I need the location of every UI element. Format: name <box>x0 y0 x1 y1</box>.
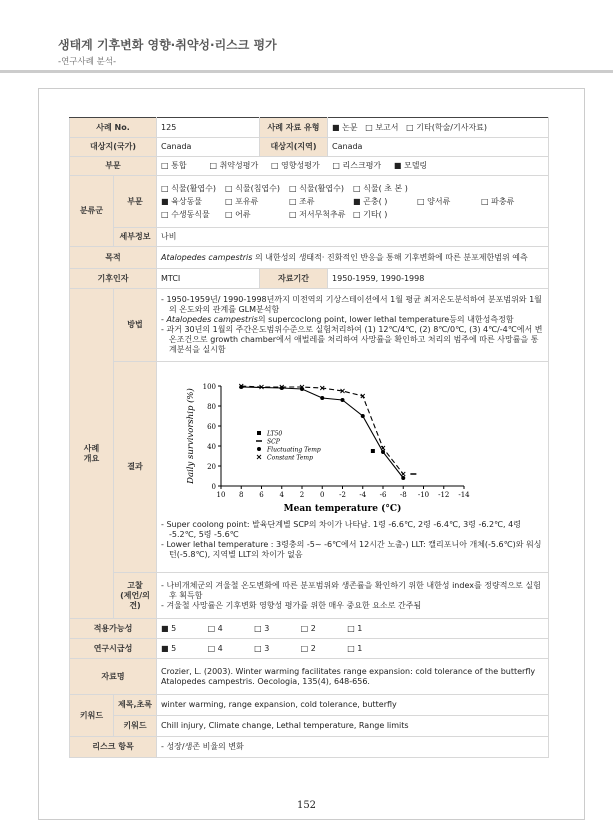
fluctuating-point <box>361 414 365 418</box>
method-label: 방법 <box>114 289 157 362</box>
y-axis-label: Daily survivorship (%) <box>186 388 197 484</box>
legend-lt50-marker <box>257 431 261 435</box>
sector-option[interactable]: □ 취약성평가 <box>209 161 259 170</box>
urgency-option[interactable]: ■ 5 <box>161 643 177 653</box>
purpose-text: 의 내한성의 생태적· 진화적인 반응을 통해 기후변화에 따른 분포제한범위 예측 <box>252 252 528 262</box>
class-option-empty <box>417 210 481 220</box>
legend-const-marker <box>257 455 261 459</box>
case-summary-label <box>70 289 114 619</box>
x-tick-label: -10 <box>417 491 430 499</box>
kw-label: 키워드 <box>114 716 157 737</box>
legend-entry: Constant Temp <box>267 454 313 462</box>
x-tick-label: -8 <box>399 491 407 499</box>
class-option[interactable]: ■ 곤충( ) <box>353 196 388 206</box>
result-label: 결과 <box>114 362 157 573</box>
sector-option[interactable]: ■ 모델링 <box>393 161 428 170</box>
lt50-point <box>371 449 375 453</box>
y-tick-label: 80 <box>207 403 217 411</box>
period: 1950-1959, 1990-1998 <box>328 269 549 289</box>
result-item: - Lower lethal temperature : 3령충의 -5~ -6℃에서 12시간 노출-) LLT: 캘리포니아 개체(-5.6℃)와 워싱턴(-5.8℃), 지역별 LLT의 차이가 없음 <box>161 540 542 559</box>
period-label: 자료기간 <box>260 269 328 289</box>
header-rule <box>0 70 613 73</box>
keyword-label: 키워드 <box>70 695 114 737</box>
type-option[interactable]: □ 보고서 <box>365 122 399 132</box>
case-table <box>69 117 549 758</box>
class-option[interactable]: □ 어류 <box>225 209 251 219</box>
applic-label: 적용가능성 <box>70 619 157 639</box>
urgency-option[interactable]: □ 4 <box>207 643 223 653</box>
discussion-label: 고찰 (제언/의견) <box>114 573 157 619</box>
case-no-label: 사례 No. <box>70 118 157 138</box>
detail: 나비 <box>157 228 549 247</box>
region: Canada <box>328 138 549 157</box>
x-tick-label: -12 <box>438 491 450 499</box>
header-subtitle: -연구사례 분석- <box>58 57 117 67</box>
class-option[interactable]: □ 식물(활엽수) <box>289 183 344 193</box>
class-option[interactable]: □ 양서류 <box>417 196 451 206</box>
kw: Chill injury, Climate change, Lethal temperature, Range limits <box>157 716 549 737</box>
y-tick-label: 0 <box>211 483 217 491</box>
result-cell <box>157 362 549 573</box>
sector-option[interactable]: □ 통합 <box>161 161 187 170</box>
x-tick-label: 2 <box>299 491 305 499</box>
risk: - 성장/생존 비율의 변화 <box>157 737 549 758</box>
urgency-option[interactable]: □ 3 <box>254 643 270 653</box>
class-option[interactable]: □ 식물(침엽수) <box>225 183 280 193</box>
type-label: 사례 자료 유형 <box>260 118 328 138</box>
y-tick-label: 100 <box>202 383 217 391</box>
method-item: - 1950-1959년/ 1990-1998년까지 미전역의 기상스테이션에서 1월 평균 최저온도분석하여 분포범위와 1월의 온도와의 관계를 GLM분석함 <box>161 295 542 314</box>
fluctuating-point <box>320 396 324 400</box>
class-options <box>157 176 549 228</box>
kw-title-label: 제목,초록 <box>114 695 157 716</box>
case-no: 125 <box>157 118 260 138</box>
constant-point <box>401 472 405 476</box>
discussion-item: - 나비개체군의 겨울철 온도변화에 따른 분포범위와 생존률을 확인하기 위한 내한성 index를 정량적으로 실험 후 획득함 <box>161 580 541 600</box>
applic-option[interactable]: □ 1 <box>347 623 363 633</box>
driver: MTCI <box>157 269 260 289</box>
x-tick-label: 6 <box>259 491 264 499</box>
country-label: 대상지(국가) <box>70 138 157 157</box>
applic-option[interactable]: □ 2 <box>300 623 316 633</box>
x-tick-label: 4 <box>279 491 284 499</box>
class-option[interactable]: □ 식물( 초 본 ) <box>353 183 408 193</box>
source-label: 자료명 <box>70 659 157 695</box>
class-option-empty <box>417 184 481 194</box>
sector-option[interactable]: □ 영향성평가 <box>270 161 320 170</box>
case-label-line2: 개요 <box>83 453 100 463</box>
y-tick-label: 20 <box>207 463 217 471</box>
sector-option[interactable]: □ 리스크평가 <box>332 161 382 170</box>
sector-options <box>157 157 549 176</box>
fluctuating-point <box>381 450 385 454</box>
class-option-empty <box>481 210 541 220</box>
urgency-option[interactable]: □ 2 <box>300 643 316 653</box>
source: Crozier, L. (2003). Winter warming facilitates range expansion: cold tolerance of the butterfly Atalopedes campestris. Oecologia, 135(4), 648-656. <box>157 659 549 695</box>
detail-label: 세부정보 <box>114 228 157 247</box>
x-tick-label: -2 <box>339 491 346 499</box>
class-option[interactable]: ■ 육상동물 <box>161 196 203 206</box>
fluctuating-curve <box>241 387 403 478</box>
discussion-item: - 겨울철 사망률은 기후변화 영향성 평가를 위한 매우 중요한 요소로 간주됨 <box>161 600 422 610</box>
survivorship-chart <box>179 376 479 516</box>
applic-option[interactable]: ■ 5 <box>161 623 177 633</box>
result-item: - Super coolong point: 발육단계별 SCP의 차이가 나타남. 1령 -6.6℃, 2령 -6.4℃, 3령 -6.2℃, 4령 -5.2℃, 5령 -5.6℃ <box>161 520 521 539</box>
class-option-empty <box>481 184 541 194</box>
x-axis-label: Mean temperature (°C) <box>283 504 402 514</box>
applic-option[interactable]: □ 4 <box>207 623 223 633</box>
country: Canada <box>157 138 260 157</box>
y-tick-label: 60 <box>207 423 217 431</box>
driver-label: 기후인자 <box>70 269 157 289</box>
class-option[interactable]: □ 수생동식물 <box>161 209 210 219</box>
class-sector-label: 부문 <box>114 176 157 228</box>
method-item: - 과거 30년의 1월의 주간온도범위수준으로 실험처리하여 (1) 12℃/4℃, (2) 8℃/0℃, (3) 4℃/-4℃에서 변온조건으로 growth chamber에서 애벌레를 처리하여 사망률을 확인하고 처리의 범주에 따른 사망률을 통계분석을 실시함 <box>161 325 543 354</box>
method-item: - Atalopedes campestris의 supercoclong point, lower lethal temperature등의 내한성측정함 <box>161 315 514 324</box>
class-label: 분류군 <box>70 176 114 247</box>
fluctuating-point <box>341 398 345 402</box>
legend-fluct-marker <box>257 447 261 451</box>
x-tick-label: 10 <box>216 491 226 499</box>
purpose <box>157 247 549 269</box>
method-species: Atalopedes campestris <box>166 315 258 324</box>
legend-entry: LT50 <box>267 430 283 438</box>
applic-option[interactable]: □ 3 <box>254 623 270 633</box>
urgency-label: 연구시급성 <box>70 639 157 659</box>
class-option[interactable]: □ 식물(활엽수) <box>161 183 216 193</box>
type-option[interactable]: ■ 논문 <box>332 122 358 132</box>
class-option[interactable]: □ 기타( ) <box>353 209 388 219</box>
header-title: 생태계 기후변화 영향·취약성·리스크 평가 <box>58 38 277 52</box>
urgency-options <box>157 639 549 659</box>
class-option[interactable]: □ 파충류 <box>481 196 515 206</box>
type-option[interactable]: □ 기타(학술/기사자료) <box>406 122 488 132</box>
risk-label: 리스크 항목 <box>70 737 157 758</box>
discussion-items <box>157 573 549 619</box>
case-label-line1: 사례 <box>83 443 100 453</box>
class-option[interactable]: □ 조류 <box>289 196 315 206</box>
sector-label: 부문 <box>70 157 157 176</box>
urgency-option[interactable]: □ 1 <box>347 643 363 653</box>
legend-entry: SCP <box>267 438 280 446</box>
region-label: 대상지(지역) <box>260 138 328 157</box>
fluctuating-point <box>401 476 405 480</box>
purpose-species: Atalopedes campestris <box>161 252 253 262</box>
applic-options <box>157 619 549 639</box>
kw-title: winter warming, range expansion, cold tolerance, butterfly <box>157 695 549 716</box>
purpose-label: 목적 <box>70 247 157 269</box>
x-tick-label: 8 <box>239 491 244 499</box>
x-tick-label: 0 <box>320 491 325 499</box>
x-tick-label: -4 <box>359 491 367 499</box>
page-number: 152 <box>296 800 317 811</box>
legend-entry: Fluctuating Temp <box>267 446 321 454</box>
x-tick-label: -14 <box>458 491 470 499</box>
type-options <box>328 118 549 138</box>
y-tick-label: 40 <box>207 443 217 451</box>
class-option[interactable]: □ 포유류 <box>225 196 259 206</box>
x-tick-label: -6 <box>379 491 387 499</box>
class-option[interactable]: □ 저서무척추류 <box>289 209 346 219</box>
method-items <box>157 289 549 362</box>
